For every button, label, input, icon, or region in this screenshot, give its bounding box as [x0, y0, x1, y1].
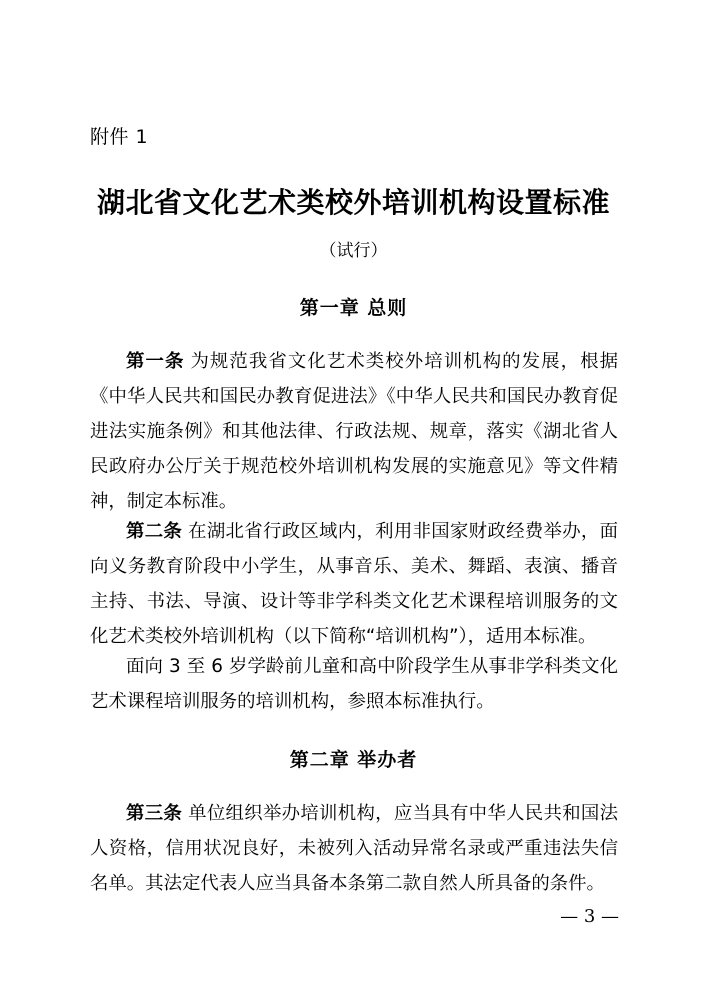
article-3 [90, 796, 618, 901]
article-1 [90, 344, 618, 519]
article-2-paragraph-2: 面向 3 至 6 岁学龄前儿童和高中阶段学生从事非学科类文化艺术课程培训服务的培训机构，参照本标准执行。 [90, 656, 618, 712]
article-1-text: 为规范我省文化艺术类校外培训机构的发展，根据《中华人民共和国民办教育促进法》《中华人民共和国民办教育促进法实施条例》和其他法律、行政法规、规章，落实《湖北省人民政府办公厅关于规范校外培训机构发展的实施意见》等文件精神，制定本标准。 [90, 351, 618, 512]
chapter-2-heading: 第二章 举办者 [289, 749, 418, 771]
article-3-text: 单位组织举办培训机构，应当具有中华人民共和国法人资格，信用状况良好，未被列入活动异常名录或严重违法失信名单。其法定代表人应当具备本条第二款自然人所具备的条件。 [90, 803, 618, 894]
article-1-label: 第一条 [126, 351, 185, 372]
document-title: 湖北省文化艺术类校外培训机构设置标准 [96, 186, 610, 219]
document-subtitle: （试行） [319, 241, 388, 261]
attachment-label: 附件 1 [90, 126, 149, 148]
article-2-text: 在湖北省行政区域内，利用非国家财政经费举办，面向义务教育阶段中小学生，从事音乐、美术、舞蹈、表演、播音主持、书法、导演、设计等非学科类文化艺术课程培训服务的文化艺术类校外培训机构（以下简称“培训机构”），适用本标准。 [90, 521, 618, 647]
page-number: — 3 — [560, 906, 619, 927]
article-2-label: 第二条 [126, 521, 183, 542]
chapter-1-heading: 第一章 总则 [299, 297, 408, 319]
article-2 [90, 514, 618, 654]
article-3-label: 第三条 [126, 803, 183, 824]
